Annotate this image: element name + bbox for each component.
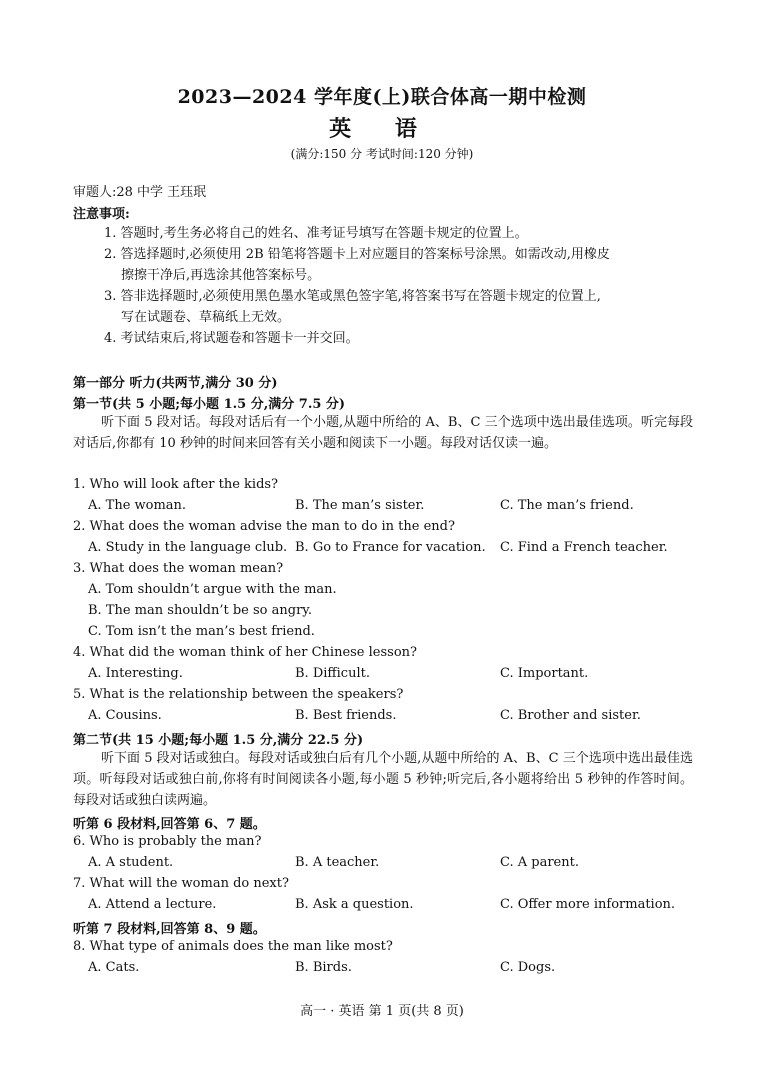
option-3c: C. Tom isn’t the man’s best friend. [88, 624, 315, 639]
section1-instructions: 听下面 5 段对话。每段对话后有一个小题,从题中所给的 A、B、C 三个选项中选出最佳选项。听完每段对话后,你都有 10 秒钟的时间来回答有关小题和阅读下一小题。每段对话仅读一遍。 [73, 415, 693, 451]
option-5c: C. Brother and sister. [500, 708, 641, 723]
question-1: 1. Who will look after the kids? [73, 477, 279, 492]
option-6b: B. A teacher. [295, 855, 380, 870]
option-3b: B. The man shouldn’t be so angry. [88, 603, 313, 618]
option-6c: C. A parent. [500, 855, 579, 870]
option-7b: B. Ask a question. [295, 897, 414, 912]
exam-meta: (满分:150 分 考试时间:120 分钟) [290, 147, 474, 161]
note-item: 1. 答题时,考生务必将自己的姓名、准考证号填写在答题卡规定的位置上。 [104, 226, 528, 241]
reviewer: 审题人:28 中学 王珏珉 [73, 185, 207, 200]
question-2: 2. What does the woman advise the man to do in the end? [73, 519, 455, 534]
question-4: 4. What did the woman think of her Chinese lesson? [73, 645, 417, 660]
option-2b: B. Go to France for vacation. [295, 540, 486, 555]
section2-title: 第二节(共 15 小题;每小题 1.5 分,满分 22.5 分) [73, 733, 364, 748]
section2-instructions: 听下面 5 段对话或独白。每段对话或独白后有几个小题,从题中所给的 A、B、C 三个选项中选出最佳选项。听每段对话或独白前,你将有时间阅读各小题,每小题 5 秒钟;听完后,各小题将给出 5 秒钟的作答时间。每段对话或独白读两遍。 [73, 751, 693, 808]
notes-title: 注意事项: [73, 207, 130, 222]
option-1b: B. The man’s sister. [295, 498, 425, 513]
option-5a: A. Cousins. [88, 708, 162, 723]
material-6-heading: 听第 6 段材料,回答第 6、7 题。 [73, 817, 266, 832]
option-4a: A. Interesting. [88, 666, 183, 681]
note-item: 4. 考试结束后,将试题卷和答题卡一并交回。 [104, 331, 359, 346]
option-5b: B. Best friends. [295, 708, 397, 723]
option-8a: A. Cats. [88, 960, 140, 975]
option-8b: B. Birds. [295, 960, 352, 975]
part1-title: 第一部分 听力(共两节,满分 30 分) [73, 376, 278, 391]
option-7a: A. Attend a lecture. [88, 897, 217, 912]
exam-title: 2023—2024 学年度(上)联合体高一期中检测 [177, 86, 587, 108]
option-1a: A. The woman. [88, 498, 187, 513]
option-2c: C. Find a French teacher. [500, 540, 668, 555]
question-7: 7. What will the woman do next? [73, 876, 289, 891]
section1-title: 第一节(共 5 小题;每小题 1.5 分,满分 7.5 分) [73, 397, 346, 412]
question-6: 6. Who is probably the man? [73, 834, 262, 849]
note-item: 3. 答非选择题时,必须使用黑色墨水笔或黑色签字笔,将答案书写在答题卡规定的位置上, 写在试题卷、草稿纸上无效。 [104, 289, 601, 325]
question-3: 3. What does the woman mean? [73, 561, 284, 576]
page-footer: 高一 · 英语 第 1 页(共 8 页) [300, 1004, 464, 1019]
note-item: 2. 答选择题时,必须使用 2B 铅笔将答题卡上对应题目的答案标号涂黑。如需改动,用橡皮 擦擦干净后,再选涂其他答案标号。 [104, 247, 610, 283]
option-1c: C. The man’s friend. [500, 498, 634, 513]
option-4c: C. Important. [500, 666, 589, 681]
option-6a: A. A student. [88, 855, 174, 870]
material-7-heading: 听第 7 段材料,回答第 8、9 题。 [73, 922, 266, 937]
option-3a: A. Tom shouldn’t argue with the man. [88, 582, 337, 597]
option-2a: A. Study in the language club. [88, 540, 288, 555]
option-4b: B. Difficult. [295, 666, 370, 681]
question-5: 5. What is the relationship between the speakers? [73, 687, 404, 702]
subject-title: 英 语 [329, 116, 435, 142]
option-7c: C. Offer more information. [500, 897, 676, 912]
option-8c: C. Dogs. [500, 960, 556, 975]
question-8: 8. What type of animals does the man like most? [73, 939, 393, 954]
